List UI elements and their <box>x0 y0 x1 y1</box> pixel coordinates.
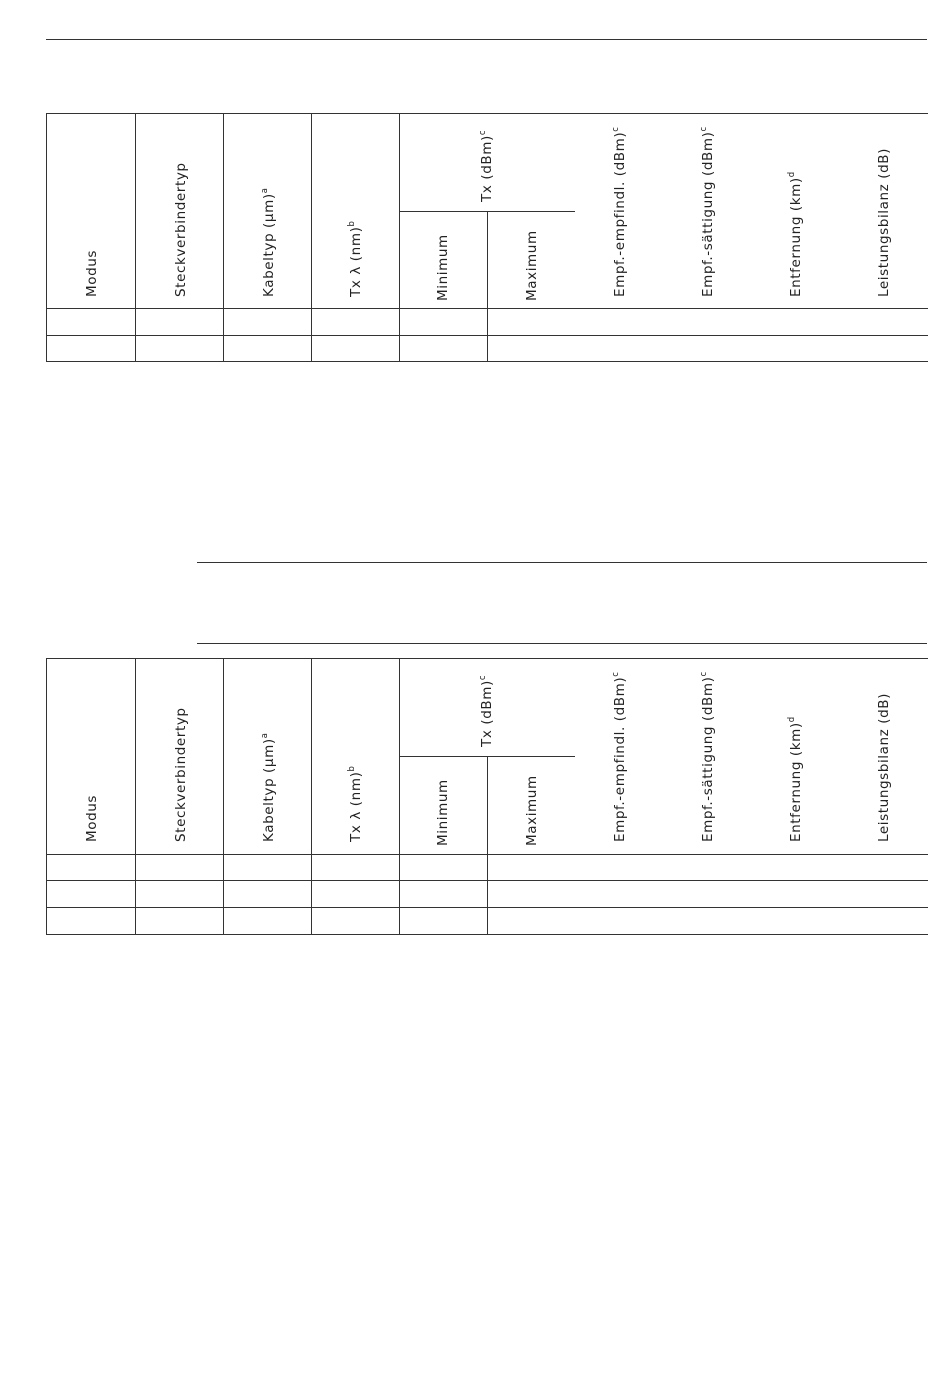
header-steckverbindertyp: Steckverbindertyp <box>173 707 189 842</box>
header-tx-lambda: Tx λ (nm)$^b$ <box>347 766 364 842</box>
spec-table-top <box>46 113 928 362</box>
tx-group-divider <box>399 211 575 212</box>
header-minimum: Minimum <box>435 234 451 301</box>
header-bottom-line <box>47 854 928 855</box>
row-divider <box>47 907 928 908</box>
header-tx-dbm: Tx (dBm)$^c$ <box>478 130 495 202</box>
header-entfernung: Entfernung (km)$^d$ <box>787 171 804 297</box>
column-divider <box>135 114 136 361</box>
column-divider <box>311 659 312 934</box>
row-divider <box>47 880 928 881</box>
page-header-rule <box>46 39 927 40</box>
header-empf-saettigung: Empf.-sättigung (dBm)$^c$ <box>699 671 716 842</box>
header-minimum: Minimum <box>435 779 451 846</box>
header-bottom-line <box>47 308 928 309</box>
section-rule-bottom <box>197 643 927 644</box>
section-rule-top <box>197 562 927 563</box>
header-empf-empfindl: Empf.-empfindl. (dBm)$^c$ <box>611 127 628 297</box>
column-divider <box>487 211 488 361</box>
header-modus: Modus <box>84 249 100 297</box>
spec-table-bottom <box>46 658 928 935</box>
header-modus: Modus <box>84 794 100 842</box>
header-maximum: Maximum <box>524 230 540 301</box>
header-leistungsbilanz: Leistungsbilanz (dB) <box>876 147 892 297</box>
column-divider <box>399 659 400 934</box>
header-empf-empfindl: Empf.-empfindl. (dBm)$^c$ <box>611 672 628 842</box>
header-leistungsbilanz: Leistungsbilanz (dB) <box>876 692 892 842</box>
header-kabeltyp: Kabeltyp $(\mu m)^a$ <box>260 733 277 842</box>
header-tx-dbm: Tx (dBm)$^c$ <box>478 675 495 747</box>
header-kabeltyp: Kabeltyp $(\mu m)^a$ <box>260 188 277 297</box>
header-tx-lambda: Tx λ (nm)$^b$ <box>347 221 364 297</box>
column-divider <box>223 114 224 361</box>
header-entfernung: Entfernung (km)$^d$ <box>787 716 804 842</box>
header-steckverbindertyp: Steckverbindertyp <box>173 162 189 297</box>
column-divider <box>399 114 400 361</box>
header-maximum: Maximum <box>524 775 540 846</box>
column-divider <box>311 114 312 361</box>
column-divider <box>135 659 136 934</box>
header-empf-saettigung: Empf.-sättigung (dBm)$^c$ <box>699 126 716 297</box>
column-divider <box>223 659 224 934</box>
tx-group-divider <box>399 756 575 757</box>
row-divider <box>47 335 928 336</box>
